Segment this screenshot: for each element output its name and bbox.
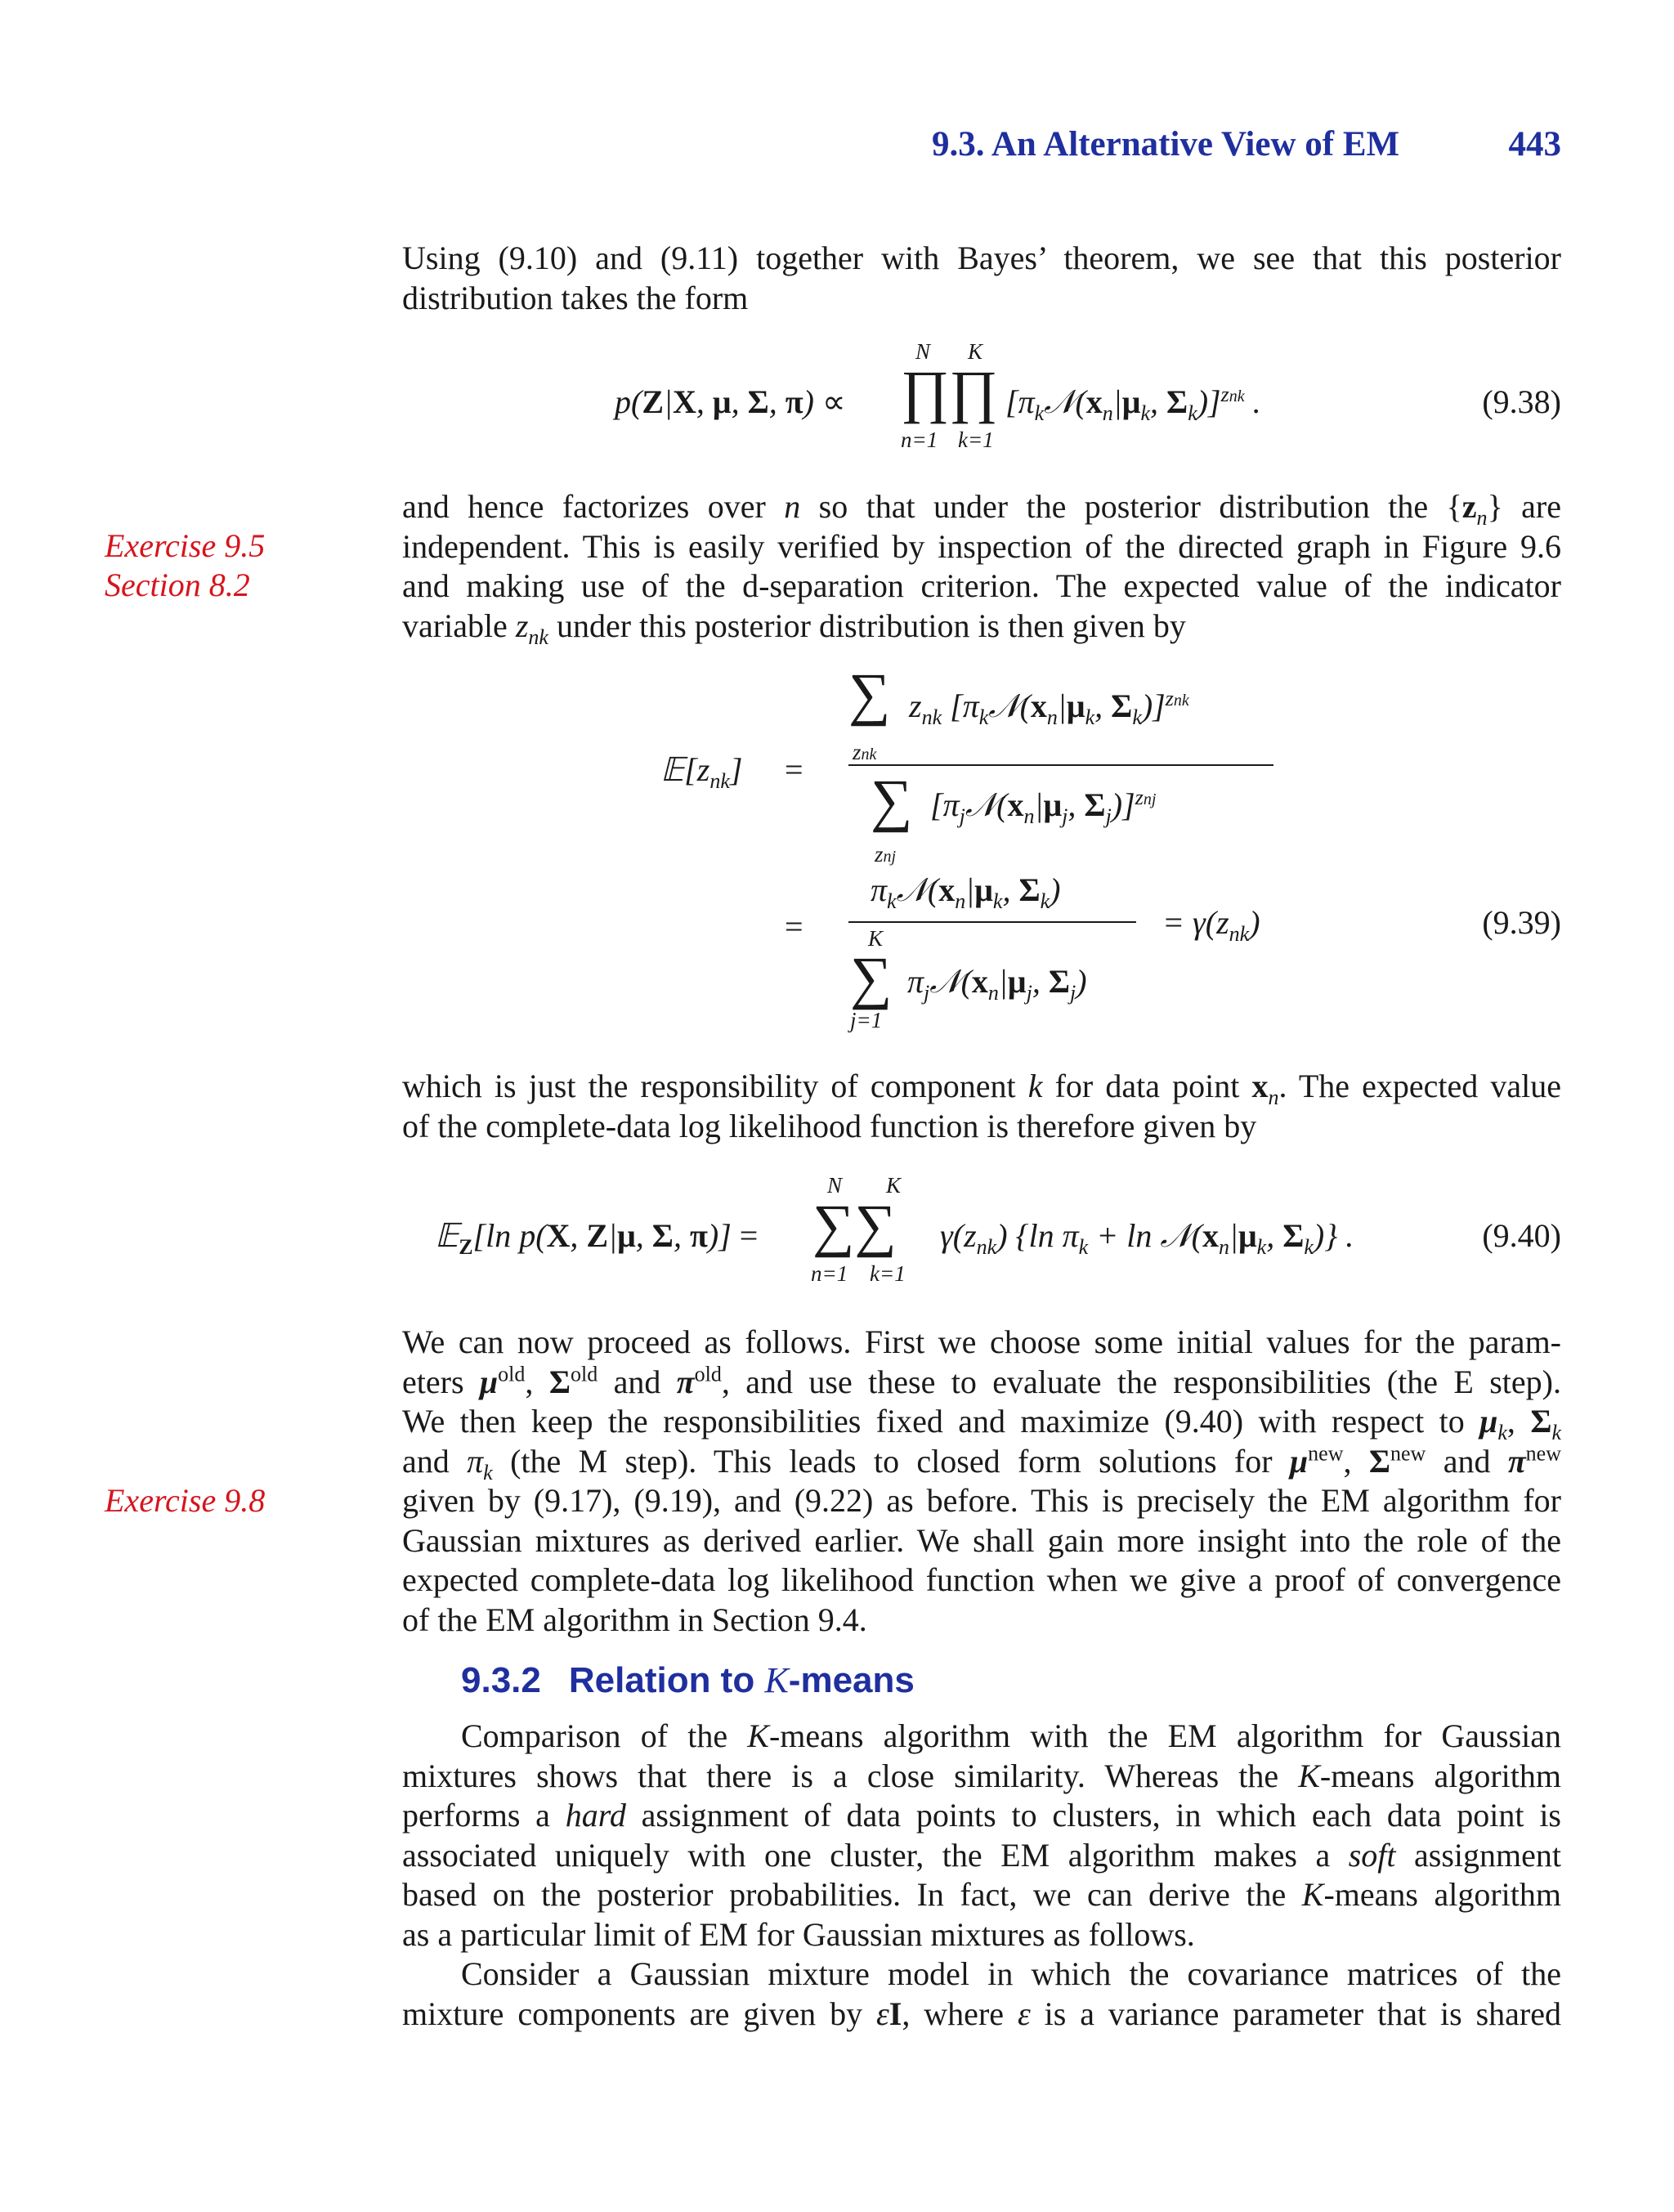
eq-body: [$\pi_k𝒩(x_n|\mu_k$, $\Sigma_k)]^{znk}$ . bbox=[1005, 382, 1261, 425]
text-line: eters $\mu^{old}$, $\Sigma^{old}$ and $\pi^{old}$, and use these to evaluate the responsibilities (the E step). bbox=[402, 1362, 1561, 1400]
denominator: $\pi_j𝒩(x_n|\mu_j$, $\Sigma_j$) bbox=[907, 963, 1087, 1005]
text-line: associated uniquely with one cluster, the EM algorithm makes a soft assignment bbox=[402, 1836, 1562, 1874]
text-line: Comparison of the K-means algorithm with the EM algorithm for Gaussian bbox=[461, 1717, 1562, 1754]
sum-index: znj bbox=[875, 842, 897, 866]
sum-symbol: ∑∑ bbox=[812, 1193, 897, 1258]
equals-sign: = bbox=[785, 751, 803, 788]
result: = $\gamma(z_{nk})$ bbox=[1162, 904, 1260, 946]
prod-upper-k: K bbox=[968, 339, 983, 364]
section-title-pre: Relation to bbox=[568, 1660, 765, 1700]
text-line: given by (9.17), (9.19), and (9.22) as before. This is precisely the EM algorithm for bbox=[402, 1482, 1561, 1519]
section-title-k: K bbox=[764, 1660, 789, 1700]
eq-lhs-expectation: $𝔼[z_{nk}]$ bbox=[660, 751, 743, 793]
text-line: Gaussian mixtures as derived earlier. We shall gain more insight into the role of the bbox=[402, 1521, 1561, 1559]
equation-number: (9.40) bbox=[1482, 1217, 1561, 1254]
sum-symbol: ∑ bbox=[850, 945, 893, 1010]
paragraph-kmeans-comparison bbox=[402, 1717, 1561, 1955]
equals-sign: = bbox=[785, 908, 803, 945]
text-line: which is just the responsibility of component k for data point $x_n$. The expected value bbox=[402, 1068, 1561, 1109]
text-line: distribution takes the form bbox=[402, 279, 749, 316]
text-line: variable $z_{nk}$ under this posterior distribution is then given by bbox=[402, 607, 1186, 649]
paragraph-responsibility bbox=[402, 1067, 1561, 1146]
text-line: We can now proceed as follows. First we choose some initial values for the param- bbox=[402, 1323, 1561, 1360]
equation-9-39 bbox=[654, 661, 1390, 1034]
sum-upper-n: N bbox=[827, 1173, 843, 1198]
text-line: mixtures shows that there is a close similarity. Whereas the K-means algorithm bbox=[402, 1757, 1561, 1794]
sum-upper: K bbox=[868, 926, 884, 951]
sum-lower: j=1 bbox=[850, 1008, 883, 1032]
section-title-post: -means bbox=[788, 1660, 915, 1700]
sum-index: znk bbox=[853, 740, 877, 764]
paragraph-gaussian-mixture bbox=[402, 1955, 1561, 2034]
prod-lower-k: k=1 bbox=[958, 428, 994, 452]
numerator: $\pi_k𝒩(x_n|\mu_k$, $\Sigma_k$) bbox=[871, 871, 1061, 913]
running-header bbox=[891, 124, 1561, 177]
text-line: of the EM algorithm in Section 9.4. bbox=[402, 1601, 867, 1638]
text-line: performs a hard assignment of data points to clusters, in which each data point is bbox=[402, 1797, 1561, 1834]
eq-lhs: p(Z|X, μ, Σ, π) ∝ bbox=[615, 383, 846, 420]
prod-upper-n: N bbox=[915, 339, 931, 364]
text-line: We then keep the responsibilities fixed and maximize (9.40) with respect to $\mu_k$, $\Sigma_k$ bbox=[402, 1403, 1562, 1444]
text-line: independent. This is easily verified by inspection of the directed graph in Figure 9.6 bbox=[402, 527, 1561, 565]
text-line: Using (9.10) and (9.11) together with Bayes’ theorem, we see that this posterior bbox=[402, 240, 1561, 276]
text-line: of the complete-data log likelihood function is therefore given by bbox=[402, 1107, 1257, 1144]
equation-number: (9.38) bbox=[1482, 383, 1561, 420]
paragraph-em-steps bbox=[402, 1323, 1561, 1640]
eq-body: $\gamma(z_{nk})$ {ln $\pi_k + \ln$ $𝒩(x_n|\mu_k$, $\Sigma_k$)} . bbox=[940, 1217, 1354, 1259]
equation-9-40 bbox=[435, 1173, 1497, 1296]
paragraph-intro bbox=[402, 239, 1561, 318]
text-line: expected complete-data log likelihood function when we give a proof of convergence bbox=[402, 1561, 1561, 1598]
sum-symbol: ∑ bbox=[848, 661, 891, 727]
sum-symbol: ∑ bbox=[871, 768, 913, 833]
sum-lower-n: n=1 bbox=[811, 1261, 848, 1286]
equation-9-38 bbox=[615, 339, 1350, 462]
text-line: and $\pi_k$ (the M step). This leads to closed form solutions for $\mu^{new}$, $\Sigma^{new}$ and $\pi^{new}$ bbox=[402, 1441, 1561, 1484]
sum-lower-k: k=1 bbox=[870, 1261, 906, 1286]
text-line: Consider a Gaussian mixture model in which the covariance matrices of the bbox=[461, 1955, 1561, 1992]
paragraph-factorization bbox=[402, 487, 1561, 649]
text-line: as a particular limit of EM for Gaussian mixtures as follows. bbox=[402, 1915, 1195, 1953]
prod-lower-n: n=1 bbox=[901, 428, 938, 452]
product-symbol: ∏∏ bbox=[901, 359, 998, 424]
equation-number: (9.39) bbox=[1482, 904, 1561, 941]
numerator: $z_{nk}$ [$\pi_k𝒩(x_n|\mu_k$, $\Sigma_k)]^{znk}$ bbox=[909, 686, 1189, 729]
eq-lhs: 𝔼$_Z$[ln p(X, Z|μ, Σ, π)] = bbox=[435, 1217, 759, 1259]
text-line: mixture components are given by εI, where ε is a variance parameter that is shared bbox=[402, 1995, 1561, 2032]
page-number: 443 bbox=[1508, 125, 1561, 163]
sum-upper-k: K bbox=[886, 1173, 902, 1198]
text-line: based on the posterior probabilities. In fact, we can derive the K-means algorithm bbox=[402, 1876, 1561, 1913]
margin-note-exercise[interactable]: Exercise 9.5 bbox=[105, 527, 266, 564]
denominator: [$\pi_j𝒩(x_n|\mu_j$, $\Sigma_j)]^{znj}$ bbox=[930, 785, 1157, 828]
margin-note-exercise[interactable]: Exercise 9.8 bbox=[105, 1482, 266, 1519]
margin-note-section[interactable]: Section 8.2 bbox=[105, 566, 250, 603]
section-number: 9.3.2 bbox=[461, 1660, 541, 1700]
text-line: and making use of the d-separation criterion. The expected value of the indicator bbox=[402, 567, 1561, 604]
header-title: 9.3. An Alternative View of EM bbox=[932, 125, 1400, 163]
text-line: and hence factorizes over n so that under the posterior distribution the $\{z_n\}$ are bbox=[402, 488, 1561, 530]
section-heading bbox=[461, 1659, 915, 1701]
